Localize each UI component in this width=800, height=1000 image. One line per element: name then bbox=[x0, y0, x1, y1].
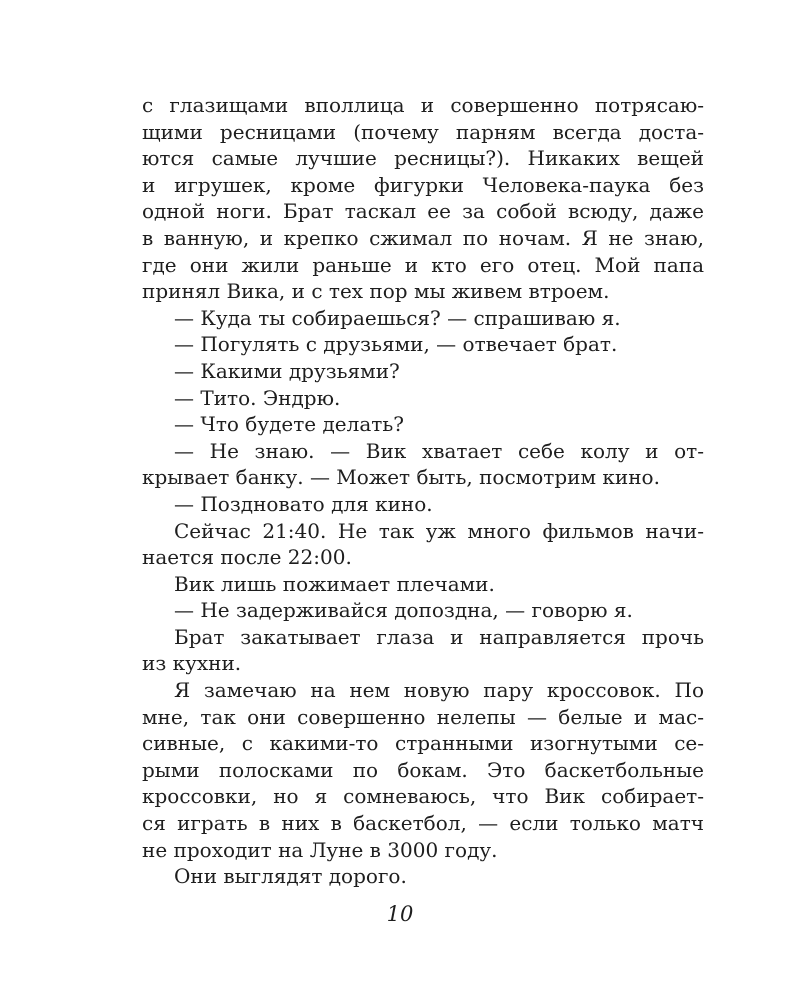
text-line: в ванную, и крепко сжимал по ночам. Я не знаю, bbox=[142, 225, 704, 250]
text-line: нается после 22:00. bbox=[142, 545, 352, 570]
text-line: — Поздновато для кино. bbox=[174, 491, 433, 516]
text-line: принял Вика, и с тех пор мы живем втроем. bbox=[142, 279, 610, 304]
text-line: мне, так они совершенно нелепы — белые и мас- bbox=[142, 704, 704, 729]
text-line: не проходит на Луне в 3000 году. bbox=[142, 837, 498, 862]
text-line: — Не задерживайся допоздна, — говорю я. bbox=[174, 598, 633, 623]
text-line: крывает банку. — Может быть, посмотрим кино. bbox=[142, 465, 660, 490]
text-line: рыми полосками по бокам. Это баскетбольные bbox=[142, 757, 704, 782]
text-line: — Куда ты собираешься? — спрашиваю я. bbox=[174, 305, 621, 330]
text-line: — Какими друзьями? bbox=[174, 358, 400, 383]
text-line: Я замечаю на нем новую пару кроссовок. По bbox=[174, 678, 704, 703]
text-line: где они жили раньше и кто его отец. Мой папа bbox=[142, 252, 704, 277]
page-number: 10 bbox=[386, 902, 414, 926]
text-line: кроссовки, но я сомневаюсь, что Вик собирает- bbox=[142, 784, 704, 809]
text-line: ся играть в них в баскетбол, — если только матч bbox=[142, 811, 704, 836]
text-line: Брат закатывает глаза и направляется прочь bbox=[174, 624, 704, 649]
text-line: щими ресницами (почему парням всегда доста- bbox=[142, 119, 704, 144]
text-line: — Тито. Эндрю. bbox=[174, 385, 341, 410]
text-line: Вик лишь пожимает плечами. bbox=[174, 571, 495, 596]
text-line: — Погулять с друзьями, — отвечает брат. bbox=[174, 332, 618, 357]
text-line: Они выглядят дорого. bbox=[174, 864, 407, 889]
text-line: и игрушек, кроме фигурки Человека-паука без bbox=[142, 172, 704, 197]
text-line: Сейчас 21:40. Не так уж много фильмов начи- bbox=[174, 518, 704, 543]
text-line: ются самые лучшие ресницы?). Никаких вещей bbox=[142, 146, 704, 171]
text-line: с глазищами вполлица и совершенно потрясаю- bbox=[142, 93, 704, 117]
text-line: — Что будете делать? bbox=[174, 412, 404, 437]
text-line: из кухни. bbox=[142, 651, 242, 676]
body-text bbox=[142, 92, 704, 890]
text-line: сивные, с какими-то странными изогнутыми се- bbox=[142, 731, 704, 756]
text-line: — Не знаю. — Вик хватает себе колу и от- bbox=[174, 438, 704, 463]
text-line: одной ноги. Брат таскал ее за собой всюду, даже bbox=[142, 199, 704, 224]
